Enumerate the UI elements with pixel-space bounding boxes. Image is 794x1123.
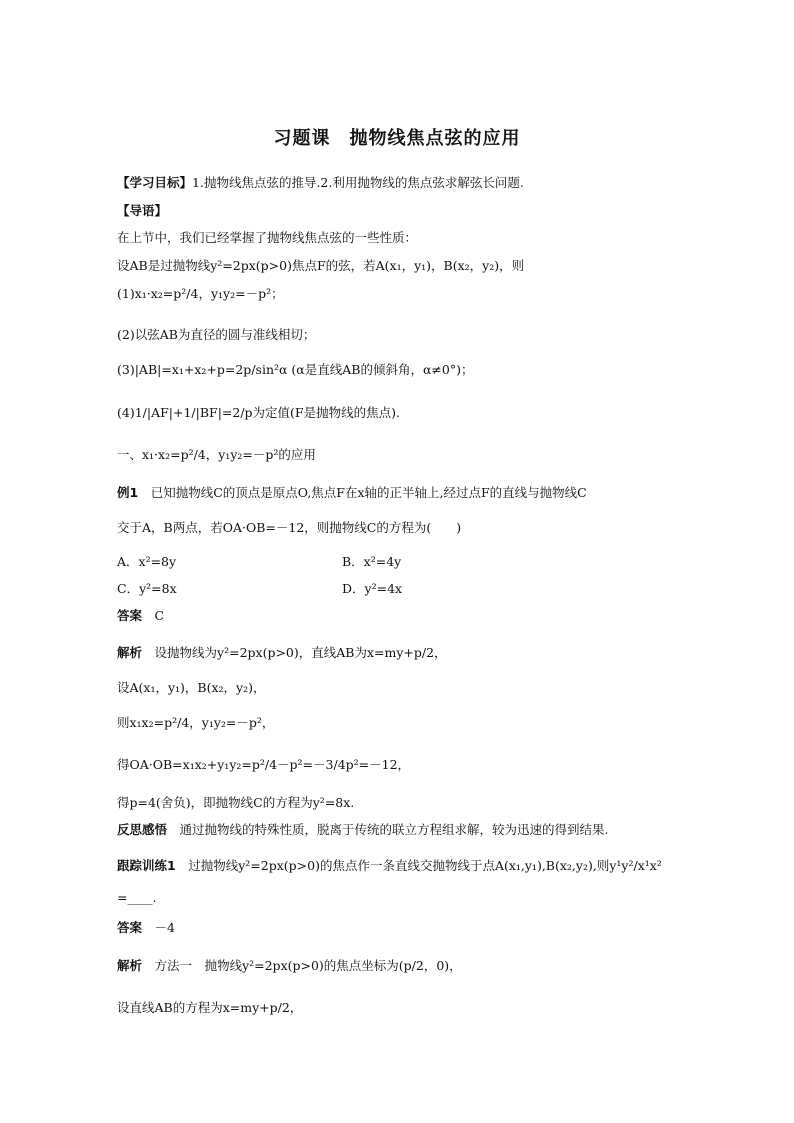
example-1-analysis-4: 得OA·OB=x₁x₂+y₁y₂=p²/4－p²=－3/4p²=－12， [117,757,411,772]
practice-answer-value: －4 [154,920,175,935]
example-1-line-2: 交于A，B两点，若OA·OB=－12，则抛物线C的方程为( ) [117,520,462,535]
property-3: (3)|AB|=x₁+x₂+p=2p/sin²α (α是直线AB的倾斜角，α≠0°)； [117,362,474,377]
analysis-text: 设抛物线为y²=2px(p>0)，直线AB为x=my+p/2， [154,645,447,660]
practice-1-analysis-1 [117,958,462,973]
example-1-answer [117,608,164,623]
example-1-line-1 [117,485,587,500]
example-1-text-1: 已知抛物线C的顶点是原点O,焦点F在x轴的正半轴上,经过点F的直线与抛物线C [150,485,587,500]
example-1-analysis-1 [117,645,447,660]
property-2: (2)以弦AB为直径的圆与准线相切； [117,327,316,342]
method-label: 方法一 [154,958,193,973]
practice-answer-label: 答案 [117,920,143,935]
example-1-analysis-2: 设A(x₁，y₁)，B(x₂，y₂)， [117,680,266,695]
option-a: A．x²=8y [117,554,177,569]
options-row-1 [117,554,677,569]
practice-analysis-text-1: 抛物线y²=2px(p>0)的焦点坐标为(p/2，0)， [204,958,462,973]
practice-analysis-label: 解析 [117,958,143,973]
option-c: C．y²=8x [117,581,177,596]
page-title: 习题课 抛物线焦点弦的应用 [273,128,521,149]
practice-1-line-2: =____. [117,890,157,905]
objectives-text: 1.抛物线焦点弦的推导.2.利用抛物线的焦点弦求解弦长问题. [192,175,524,190]
reflection-text: 通过抛物线的特殊性质，脱离于传统的联立方程组求解，较为迅速的得到结果. [179,822,609,837]
answer-value: C [154,608,165,623]
practice-1-answer [117,920,175,935]
practice-1-analysis-2: 设直线AB的方程为x=my+p/2， [117,1000,303,1015]
property-4: (4)1/|AF|+1/|BF|=2/p为定值(F是抛物线的焦点). [117,405,400,420]
intro-line-1: 在上节中，我们已经掌握了抛物线焦点弦的一些性质： [117,230,418,245]
practice-1-label: 跟踪训练1 [117,858,176,873]
property-1: (1)x₁·x₂=p²/4，y₁y₂=－p²； [117,286,284,301]
example-1-label: 例1 [117,485,139,500]
example-1-analysis-5: 得p=4(舍负)，即抛物线C的方程为y²=8x. [117,795,355,810]
option-b: B．x²=4y [342,554,402,569]
learning-objectives [117,175,524,190]
reflection-label: 反思感悟 [117,822,168,837]
practice-1-text: 过抛物线y²=2px(p>0)的焦点作一条直线交抛物线于点A(x₁,y₁),B(x₂,y₂),则y¹y²/x¹x² [188,858,662,873]
intro-label: 【导语】 [117,203,168,218]
answer-label: 答案 [117,608,143,623]
practice-1-line-1 [117,858,662,873]
objectives-label: 【学习目标】 [117,175,193,190]
reflection [117,822,609,837]
example-1-analysis-3: 则x₁x₂=p²/4，y₁y₂=－p²， [117,715,275,730]
options-row-2 [117,581,677,596]
intro-line-2: 设AB是过抛物线y²=2px(p>0)焦点F的弦，若A(x₁，y₁)，B(x₂，y₂)，则 [117,258,525,273]
analysis-label: 解析 [117,645,143,660]
option-d: D．y²=4x [342,581,403,596]
section-1-heading: 一、x₁·x₂=p²/4，y₁y₂=－p²的应用 [117,447,316,462]
